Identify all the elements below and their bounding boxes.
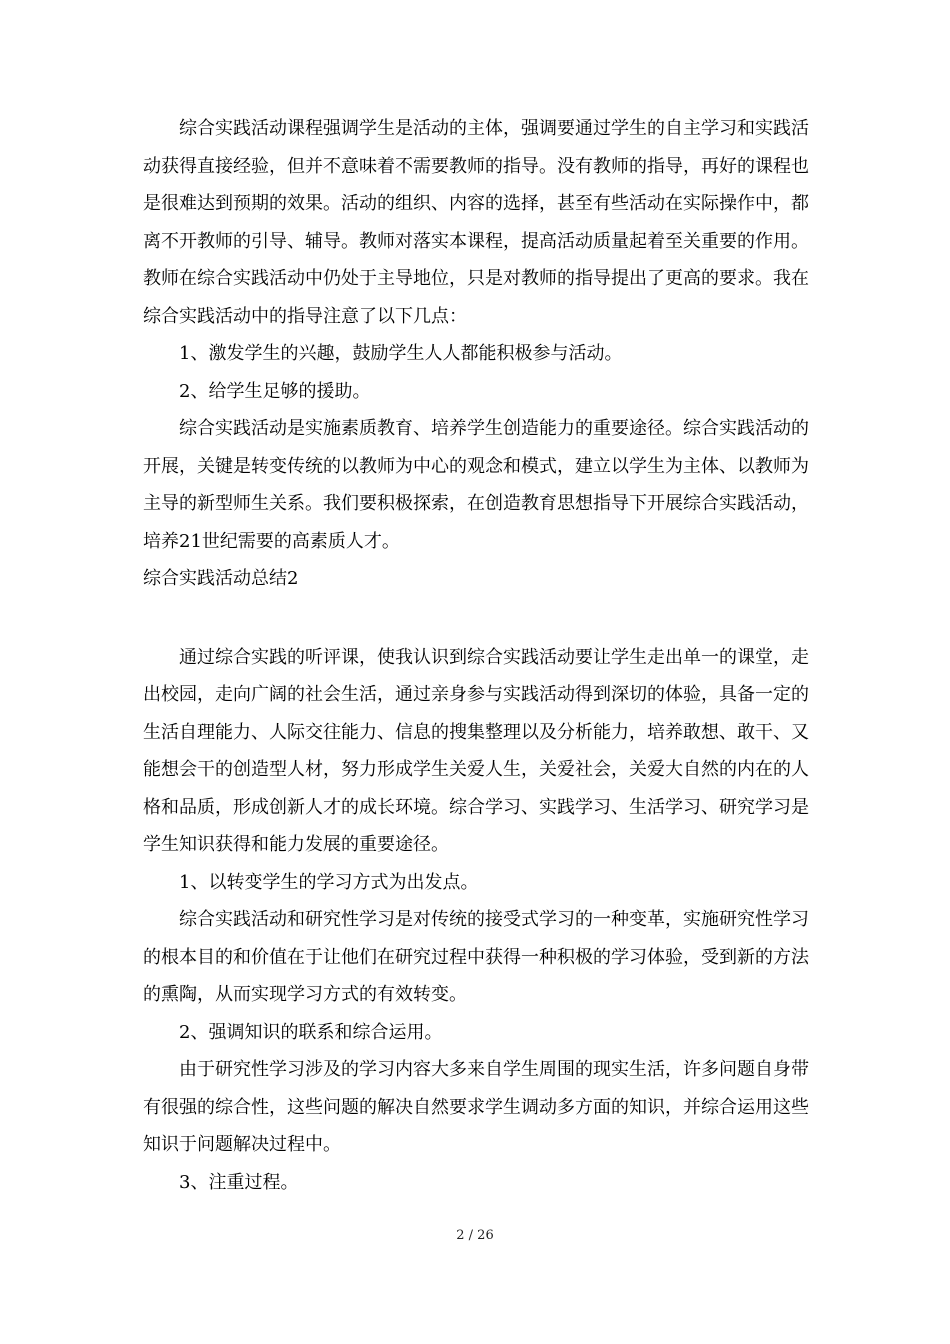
list-item-section2-2: 2、强调知识的联系和综合运用。 bbox=[179, 1021, 443, 1043]
page-number: 2 / 26 bbox=[456, 1228, 494, 1243]
paragraph-section2-point1: 综合实践活动和研究性学习是对传统的接受式学习的一种变革，实施研究性学习的根本目的和价值在于让他们在研究过程中获得一种积极的学习体验，受到新的方法的熏陶，从而实现学习方式的有效转变。 bbox=[143, 909, 809, 1005]
paragraph-section2-point2: 由于研究性学习涉及的学习内容大多来自学生周围的现实生活，许多问题自身带有很强的综合性，这些问题的解决自然要求学生调动多方面的知识，并综合运用这些知识于问题解决过程中。 bbox=[143, 1059, 809, 1155]
section-heading: 综合实践活动总结2 bbox=[143, 568, 299, 589]
paragraph-conclusion: 综合实践活动是实施素质教育、培养学生创造能力的重要途径。综合实践活动的开展，关键是转变传统的以教师为中心的观念和模式，建立以学生为主体、以教师为主导的新型师生关系。我们要积极探索，在创造教育思想指导下开展综合实践活动，培养21世纪需要的高素质人才。 bbox=[143, 418, 809, 552]
list-item-2: 2、给学生足够的援助。 bbox=[179, 380, 371, 402]
paragraph-section2-intro: 通过综合实践的听评课，使我认识到综合实践活动要让学生走出单一的课堂，走出校园，走向广阔的社会生活，通过亲身参与实践活动得到深切的体验，具备一定的生活自理能力、人际交往能力、信息的搜集整理以及分析能力，培养敢想、敢干、又能想会干的创造型人材，努力形成学生关爱人生，关爱社会，关爱大自然的内在的人格和品质，形成创新人才的成长环境。综合学习、实践学习、生活学习、研究学习是学生知识获得和能力发展的重要途径。 bbox=[143, 646, 809, 855]
list-item-section2-3: 3、注重过程。 bbox=[179, 1171, 299, 1193]
paragraph-intro: 综合实践活动课程强调学生是活动的主体，强调要通过学生的自主学习和实践活动获得直接经验，但并不意味着不需要教师的指导。没有教师的指导，再好的课程也是很难达到预期的效果。活动的组织、内容的选择，甚至有些活动在实际操作中，都离不开教师的引导、辅导。教师对落实本课程，提高活动质量起着至关重要的作用。教师在综合实践活动中仍处于主导地位，只是对教师的指导提出了更高的要求。我在综合实践活动中的指导注意了以下几点： bbox=[143, 118, 809, 327]
list-item-section2-1: 1、以转变学生的学习方式为出发点。 bbox=[179, 871, 479, 893]
list-item-1: 1、激发学生的兴趣，鼓励学生人人都能积极参与活动。 bbox=[179, 343, 623, 364]
document-body bbox=[143, 110, 809, 1201]
